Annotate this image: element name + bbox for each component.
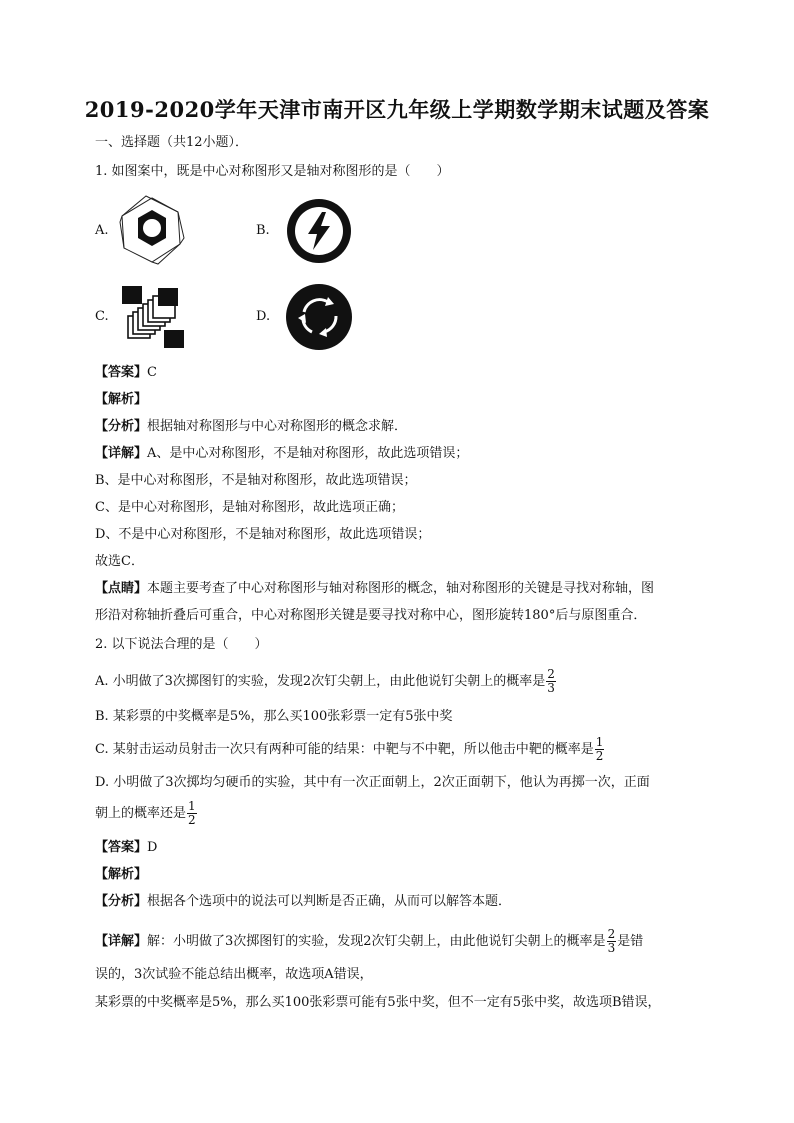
q1-fenxi: 【分析】根据轴对称图形与中心对称图形的概念求解． bbox=[95, 419, 408, 434]
q1-option-a-label: A. bbox=[95, 223, 109, 238]
page-title: 2019-2020学年天津市南开区九年级上学期数学期末试题及答案 bbox=[84, 97, 710, 122]
q2-fenxi: 【分析】根据各个选项中的说法可以判断是否正确，从而可以解答本题． bbox=[95, 894, 512, 909]
q2-answer: 【答案】D bbox=[95, 840, 158, 855]
q2-option-d-cont: 朝上的概率还是 $\frac{1}{2}$ bbox=[95, 799, 196, 827]
section-heading: 一、选择题（共12小题）． bbox=[95, 135, 249, 150]
q2-stem: 2. 以下说法合理的是（ ） bbox=[95, 637, 268, 652]
q1-explain-d: D、不是中心对称图形，不是轴对称图形，故此选项错误； bbox=[95, 527, 431, 542]
q2-xiangjie-cont: 误的，3次试验不能总结出概率，故选项A错误， bbox=[95, 967, 373, 982]
q1-stem: 1. 如图案中，既是中心对称图形又是轴对称图形的是（ ） bbox=[95, 164, 450, 179]
q2-xiangjie-line3: 某彩票的中奖概率是5%，那么买100张彩票可能有5张中奖，但不一定有5张中奖，故选项B错误， bbox=[95, 995, 661, 1010]
q1-explain-b: B、是中心对称图形，不是轴对称图形，故此选项错误； bbox=[95, 473, 417, 488]
q1-xiangjie: 【详解】A、是中心对称图形，不是轴对称图形，故此选项错误； bbox=[95, 446, 469, 461]
q1-option-b-label: B. bbox=[256, 223, 270, 238]
recycle-arrows-circle-icon bbox=[284, 282, 354, 352]
q2-option-d: D. 小明做了3次掷均匀硬币的实验，其中有一次正面朝上，2次正面朝下，他认为再掷一次，正面 bbox=[95, 775, 650, 790]
q1-analysis-heading: 【解析】 bbox=[95, 392, 148, 407]
q1-option-d-label: D. bbox=[256, 309, 271, 324]
q1-dianjing-cont: 形沿对称轴折叠后可重合，中心对称图形关键是要寻找对称中心，图形旋转180°后与原图重合． bbox=[95, 608, 647, 623]
q2-xiangjie: 【详解】解：小明做了3次掷图钉的实验，发现2次钉尖朝上，由此他说钉尖朝上的概率是 $\frac{2}{3}$ 是错 bbox=[95, 927, 644, 955]
q1-answer: 【答案】C bbox=[95, 365, 157, 380]
q1-option-c-label: C. bbox=[95, 309, 109, 324]
q2-option-b: B. 某彩票的中奖概率是5%，那么买100张彩票一定有5张中奖 bbox=[95, 709, 453, 724]
q2-analysis-heading: 【解析】 bbox=[95, 867, 148, 882]
hexagon-pinwheel-icon bbox=[118, 192, 186, 268]
q2-option-c: C. 某射击运动员射击一次只有两种可能的结果：中靶与不中靶，所以他击中靶的概率是 $\frac{1}{2}$ bbox=[95, 735, 604, 763]
lightning-bolt-circle-icon bbox=[284, 196, 354, 266]
q1-dianjing: 【点睛】本题主要考查了中心对称图形与轴对称图形的概念，轴对称图形的关键是寻找对称轴，图 bbox=[95, 581, 655, 596]
stacked-squares-icon bbox=[120, 284, 186, 350]
q1-explain-c: C、是中心对称图形，是轴对称图形，故此选项正确； bbox=[95, 500, 404, 515]
q2-option-a: A. 小明做了3次掷图钉的实验，发现2次钉尖朝上，由此他说钉尖朝上的概率是 $\frac{2}{3}$ bbox=[95, 667, 555, 695]
q1-choice: 故选C． bbox=[95, 554, 144, 569]
